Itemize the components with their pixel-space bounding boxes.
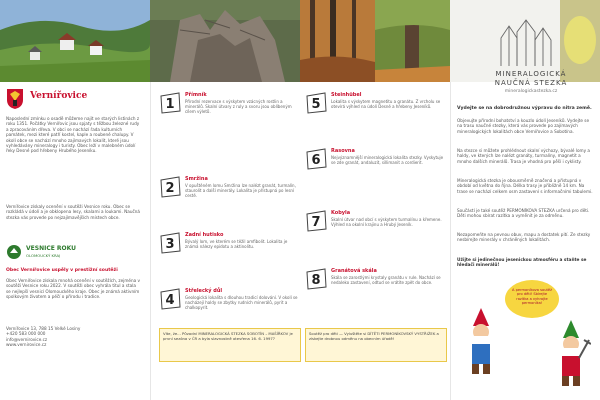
trail-stop bbox=[305, 210, 445, 262]
trail-stop bbox=[159, 92, 299, 144]
stop-body bbox=[331, 210, 445, 227]
contact-email[interactable]: info@vernirovice.cz bbox=[6, 336, 48, 342]
contact-web[interactable]: www.vernirovice.cz bbox=[6, 342, 47, 348]
stop-title: Steinhübel bbox=[331, 92, 362, 98]
logo-line-1: MINERALOGICKÁ bbox=[495, 70, 567, 78]
stop-text: Lokalita s výskytem magnetitu a granátu. Z vrcholu se otevírá výhled na údolí Desné a hřebeny Jeseníků. bbox=[331, 99, 441, 110]
crystal-logo-icon bbox=[491, 18, 561, 68]
stop-title: Kobyla bbox=[331, 210, 351, 216]
stop-number-icon bbox=[159, 288, 181, 310]
promo-did-you-know bbox=[159, 328, 301, 362]
trail-heading: Vydejte se na dobrodružnou výpravu do nitra země. bbox=[457, 106, 592, 111]
achievements-title: Obec Vernířovice uspěly v prestižní soutěži bbox=[6, 268, 118, 273]
stop-number-icon bbox=[305, 92, 327, 114]
stop-number: 3 bbox=[165, 237, 175, 252]
village-intro: Naposlední zmínku o osadě můžeme najít ve starých listinách z roku 1351. Počátky Vernířovic jsou spjaty s těžbou železné rudy a zpracováním dřeva. V obci se nachází řada kulturních památek, mezi které patří kostel, kaple a roubené chalupy. V okolí obce se nachází mnoho zajímavých lokalit, které jsou vyhledávány mineralogy i turisty. Obec leží v malebném údolí řeky Desné pod hřebeny Hrubého Jeseníku. bbox=[6, 116, 140, 154]
stop-number-icon bbox=[305, 268, 327, 290]
stop-body bbox=[185, 288, 299, 311]
logo-line-2: NAUČNÁ STEZKA bbox=[494, 79, 568, 87]
stop-text: Nejvýznamnější mineralogická lokalita stezky. Vyskytuje se zde granát, andaluzit, sillimanit a cordierit. bbox=[331, 155, 444, 166]
promo-kids-contest-text: Soutěž pro děti — Vyluštěte si DÍTĚTI PERMONÍKOVSKÝ VYSTŘIŽEK a získejte drobnou odměnu na obecním úřadě! bbox=[309, 331, 439, 341]
vesnice-roku-sub: OLOMOUCKÝ KRAJ bbox=[26, 253, 61, 258]
kids-contest-bubble bbox=[505, 280, 559, 318]
vesnice-roku-logo bbox=[6, 242, 86, 262]
stop-number: 4 bbox=[165, 293, 175, 308]
stop-body bbox=[331, 148, 445, 165]
stop-number: 5 bbox=[311, 97, 321, 112]
trail-p2: Na stezce si můžete prohlédnout skalní výchozy, bývalé lomy a haldy, ve kterých lze nalézt granáty, turmalíny, magnetit a mnoho dalších minerálů. Trasa je vhodná pro pěší i cyklisty. bbox=[457, 148, 590, 164]
trail-stop bbox=[305, 268, 445, 320]
village-title: Vernířovice bbox=[30, 91, 88, 101]
stop-body bbox=[185, 176, 299, 199]
stop-number: 8 bbox=[311, 273, 321, 288]
stops-panel bbox=[150, 82, 451, 400]
stop-title: Rasovna bbox=[331, 148, 355, 154]
stop-text: Bývalý lom, ve kterém se těžil amfibolit. Lokalita je známá nálezy epidotu a aktinolitu. bbox=[185, 239, 288, 250]
stop-number: 2 bbox=[165, 181, 175, 196]
tree-photo bbox=[375, 0, 450, 82]
village-intro-2: Vernířovice získaly ocenění v soutěži Vesnice roku. Obec se rozkládá v údolí a je obklopena lesy, skalami a loukami. Naučná stezka vás provede po nejzajímavějších místech obce. bbox=[6, 204, 141, 220]
stop-number: 6 bbox=[311, 153, 321, 168]
village-award-icon bbox=[6, 244, 22, 260]
stop-text: Geologická lokalita s dlouhou tradicí dolování. V okolí se nacházejí haldy se zbytky rudních minerálů, pyrit a chalkopyrit. bbox=[185, 295, 298, 311]
stop-number: 1 bbox=[165, 97, 175, 112]
stop-title: Granátová skála bbox=[331, 268, 377, 274]
rocks-photo bbox=[150, 0, 300, 82]
stop-number-icon bbox=[159, 92, 181, 114]
stop-body bbox=[185, 92, 299, 115]
village-coat-of-arms bbox=[6, 88, 24, 110]
trail-info-panel bbox=[450, 70, 600, 400]
stop-text: Skála se zarostlými krystaly granátu v rule. Nachází se nedaleko zastavení, odtud se vrátíte zpět do obce. bbox=[331, 275, 441, 286]
trail-stop bbox=[305, 148, 445, 200]
trail-stop bbox=[159, 176, 299, 228]
trail-p3: Mineralogická stezka je obousměrně značená a přístupná v období od května do října. Délka trasy je přibližně 14 km. Na trase se nachází celkem osm zastavení s informačními tabulemi. bbox=[457, 178, 593, 194]
stop-body bbox=[331, 92, 445, 109]
contact-address: Vernířovice 13, 788 15 Velké Losiny bbox=[6, 326, 81, 331]
stop-number-icon bbox=[159, 176, 181, 198]
stop-number-icon bbox=[305, 210, 327, 232]
village-info-panel bbox=[0, 82, 150, 400]
promo-kids-contest bbox=[305, 328, 447, 362]
trail-stop bbox=[305, 92, 445, 144]
trail-p1: Objevujte přírodní bohatství a kouzlo údolí Jeseníků. Vydejte se na trasu naučné stezky, která vás provede po zajímavých mineralogických lokalitách obce Vernířovice a Sobotína. bbox=[457, 118, 590, 134]
promo-did-you-know-text: Víte, že... Původní MINERALOGICKÁ STEZKA SOBOTÍN – MAŠÍŘKOV je první sezóna v ČR a byla slavnostně otevřena 16. 6. 1997? bbox=[163, 331, 293, 341]
forest-photo bbox=[300, 0, 375, 82]
village-photo bbox=[0, 0, 150, 82]
trail-url[interactable]: mineralogickastezka.cz bbox=[504, 89, 558, 94]
dwarf-mascot-icon bbox=[461, 306, 501, 376]
stop-number: 7 bbox=[311, 215, 321, 230]
stop-number-icon bbox=[305, 148, 327, 170]
trail-p5: Nezapomeňte na pevnou obuv, mapu a dostatek pití. Ze stezky nesbírejte minerály v chráněných lokalitách. bbox=[457, 232, 591, 243]
achievements-text: Obec Vernířovice získala mnohá ocenění v soutěžích, zejména v soutěži Vesnice roku 2022. V soutěži obec vyhrála titul a stala se nejlepší vesnicí Olomouckého kraje. Obec je známá aktivním spolkovým životem a péčí o přírodu i tradice. bbox=[6, 278, 141, 300]
trail-p4: Součástí je také soutěž PERMONÍKOVA STEZKA určená pro děti. Děti mohou sbírat razítka a vyměnit je za odměnu. bbox=[457, 208, 590, 219]
stop-title: Smržina bbox=[185, 176, 208, 182]
trail-footer: Užijte si jedinečnou jesenickou atmosféru a staňte se hledači minerálů! bbox=[457, 258, 587, 268]
trail-stop bbox=[159, 232, 299, 284]
contact-phone: +420 583 000 000 bbox=[6, 331, 46, 337]
stop-body bbox=[331, 268, 445, 285]
kids-contest-bubble-text: A permoníkova soutěž pro děti! Sbírejte razítka a vyhrajte permoníka! bbox=[512, 288, 552, 306]
stop-title: Střelecký důl bbox=[185, 288, 223, 294]
dwarf-with-pick-icon bbox=[551, 318, 591, 388]
vesnice-roku-label: VESNICE ROKU bbox=[26, 245, 77, 252]
stop-body bbox=[185, 232, 299, 249]
stop-number-icon bbox=[159, 232, 181, 254]
stop-text: V opuštěném lomu Smržina lze nalézt granát, turmalín, staurolit a další minerály. Lokalita je přístupná po lesní cestě. bbox=[185, 183, 296, 199]
stop-title: Přímník bbox=[185, 92, 207, 98]
stop-text: Skalní útvar nad obcí s výskytem turmalínu a křemene. Výhled na okolní krajinu a Hrubý Jeseník. bbox=[331, 217, 442, 228]
contact-block bbox=[6, 326, 142, 348]
stop-text: Přírodní rezervace s výskytem vzácných rostlin a minerálů. Skalní útvary z ruly a svoru jsou oblíbeným cílem výletů. bbox=[185, 99, 292, 115]
stop-title: Zadní hutisko bbox=[185, 232, 224, 238]
